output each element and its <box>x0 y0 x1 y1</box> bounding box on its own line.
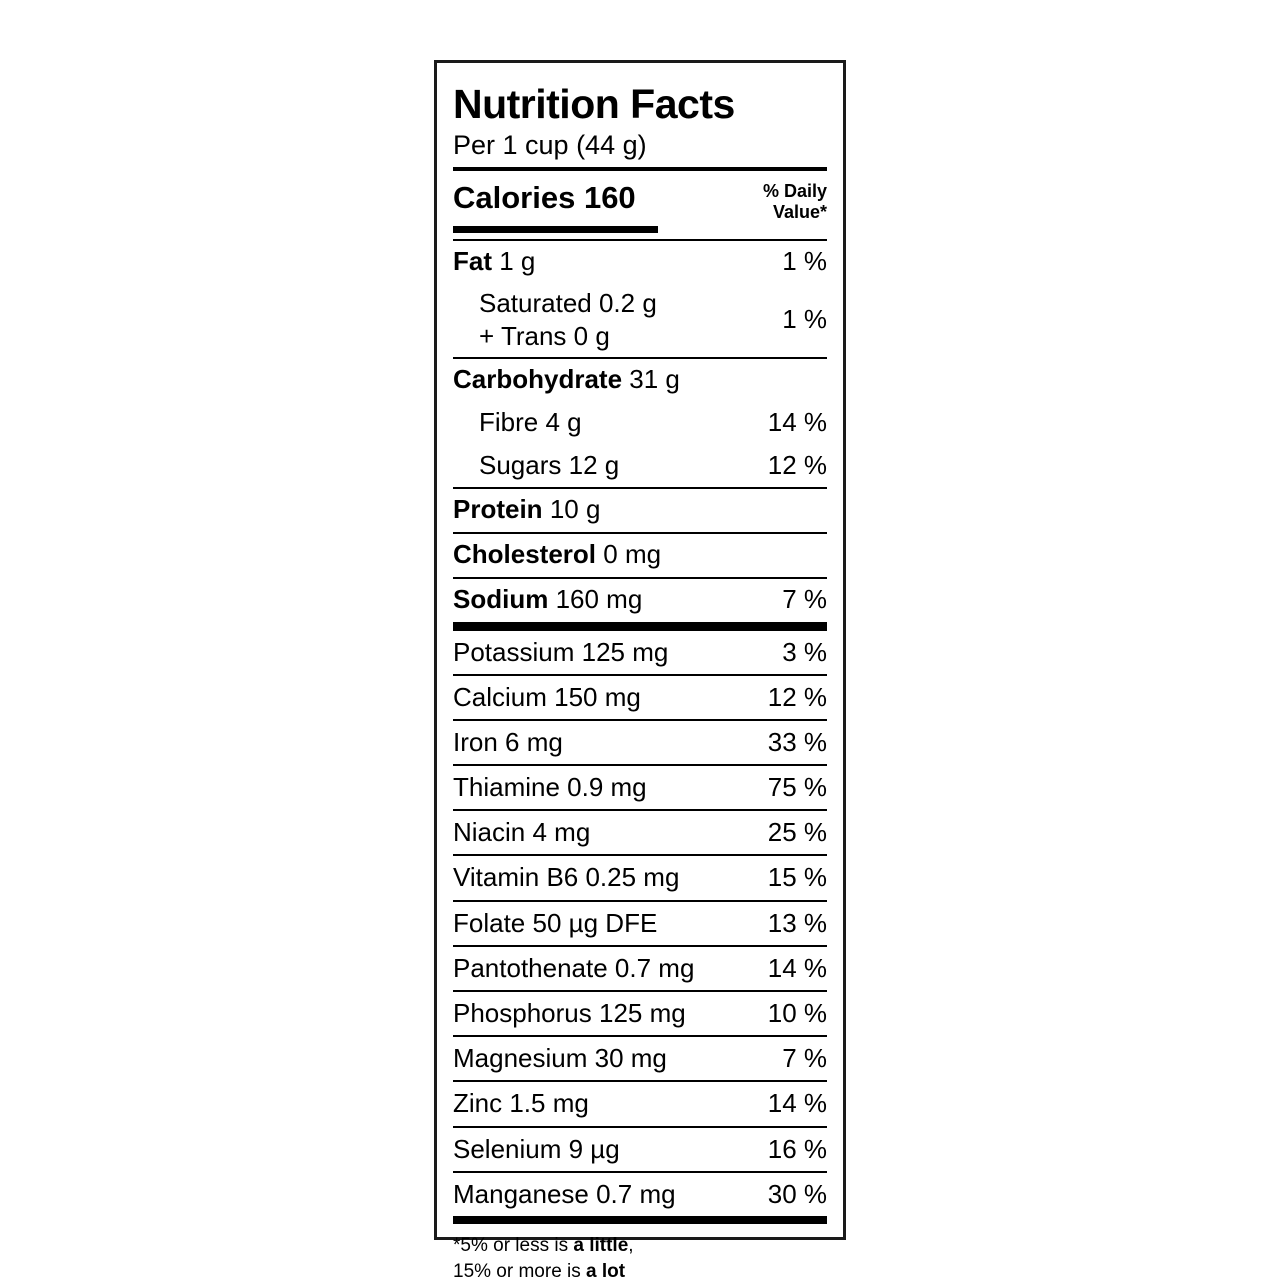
micronutrient-name-zinc: Zinc 1.5 mg <box>453 1088 589 1119</box>
calories-row <box>453 171 827 224</box>
footnote-line1-post: , <box>628 1234 634 1256</box>
footnote <box>453 1224 827 1285</box>
micronutrient-dv-manganese: 30 % <box>767 1178 827 1209</box>
divider-above-footnote <box>453 1216 827 1224</box>
calories-underline <box>453 226 658 233</box>
micronutrient-dv-vitamin-b6: 15 % <box>767 862 827 893</box>
serving-size: Per 1 cup (44 g) <box>453 130 647 161</box>
micronutrient-row-thiamine <box>453 766 827 809</box>
nutrient-name-sugars: Sugars 12 g <box>479 449 620 480</box>
protein-amount: 10 g <box>549 494 601 525</box>
footnote-line2-pre: 15% or more is <box>453 1261 587 1283</box>
micronutrient-row-folate <box>453 902 827 945</box>
micronutrient-name-manganese: Manganese 0.7 mg <box>453 1178 676 1209</box>
footnote-line-1 <box>453 1233 827 1259</box>
micronutrient-dv-phosphorus: 10 % <box>767 998 827 1028</box>
micronutrient-name-magnesium: Magnesium 30 mg <box>453 1043 667 1074</box>
micronutrient-row-potassium <box>453 631 827 674</box>
page-title: Nutrition Facts <box>453 81 735 127</box>
nutrient-name-fat <box>453 246 770 278</box>
daily-value-header <box>763 175 827 222</box>
cholesterol-amount: 0 mg <box>603 539 662 570</box>
micronutrient-dv-zinc: 14 % <box>767 1088 827 1119</box>
micronutrient-name-phosphorus: Phosphorus 125 mg <box>453 998 686 1028</box>
micronutrient-name-thiamine: Thiamine 0.9 mg <box>453 772 647 803</box>
protein-bold-label: Protein <box>453 494 543 525</box>
micronutrient-dv-potassium: 3 % <box>782 636 827 667</box>
micronutrient-row-vitamin-b6 <box>453 856 827 899</box>
nutrient-name-sodium <box>453 584 770 616</box>
micronutrient-dv-selenium: 16 % <box>767 1133 827 1164</box>
cholesterol-bold-label: Cholesterol <box>453 539 597 570</box>
micronutrient-dv-calcium: 12 % <box>767 681 827 712</box>
micronutrient-name-pantothenate: Pantothenate 0.7 mg <box>453 952 695 983</box>
micronutrient-name-vitamin-b6: Vitamin B6 0.25 mg <box>453 862 680 893</box>
footnote-line1-pre: *5% or less is <box>453 1234 574 1256</box>
nutrient-name-fibre: Fibre 4 g <box>479 406 582 437</box>
daily-value-header-line1: % Daily <box>762 181 827 202</box>
footnote-line-2 <box>453 1259 827 1285</box>
nutrient-name-trans: + Trans 0 g <box>479 320 610 351</box>
micronutrient-row-magnesium <box>453 1037 827 1080</box>
sodium-amount: 160 mg <box>555 583 643 614</box>
nutrient-row-cholesterol <box>453 534 827 577</box>
nutrient-row-protein <box>453 489 827 532</box>
nutrient-dv-sugars: 12 % <box>767 449 827 480</box>
nutrient-name-saturated: Saturated 0.2 g <box>479 288 657 319</box>
micronutrient-row-selenium <box>453 1128 827 1171</box>
micronutrient-row-zinc <box>453 1082 827 1125</box>
micronutrient-row-niacin <box>453 811 827 854</box>
micronutrient-row-calcium <box>453 676 827 719</box>
carbohydrate-bold-label: Carbohydrate <box>453 364 623 395</box>
calories-label: Calories 160 <box>453 180 636 216</box>
nutrient-row-sugars <box>453 445 827 488</box>
nutrient-row-fat <box>453 241 827 284</box>
divider-above-micronutrients <box>453 622 827 631</box>
micronutrient-name-selenium: Selenium 9 µg <box>453 1133 620 1164</box>
micronutrient-dv-niacin: 25 % <box>767 817 827 848</box>
nutrient-dv-fat: 1 % <box>782 246 827 277</box>
sodium-bold-label: Sodium <box>453 583 549 614</box>
nutrient-name-cholesterol <box>453 539 815 571</box>
nutrient-name-protein <box>453 494 815 526</box>
micronutrient-row-manganese <box>453 1173 827 1216</box>
nutrient-dv-sodium: 7 % <box>782 583 827 614</box>
footnote-line2-bold: a lot <box>586 1261 626 1283</box>
micronutrient-dv-folate: 13 % <box>767 907 827 938</box>
micronutrient-name-niacin: Niacin 4 mg <box>453 817 591 848</box>
nutrient-dv-saturated: 1 % <box>782 304 827 335</box>
daily-value-header-line2: Value* <box>772 201 827 222</box>
nutrient-row-saturated-trans <box>453 284 827 357</box>
micronutrient-name-folate: Folate 50 µg DFE <box>453 907 658 938</box>
micronutrient-dv-iron: 33 % <box>767 726 827 757</box>
micronutrient-dv-pantothenate: 14 % <box>767 952 827 983</box>
nutrient-row-sodium <box>453 579 827 622</box>
nutrient-row-carbohydrate <box>453 359 827 402</box>
carbohydrate-amount: 31 g <box>629 364 680 395</box>
micronutrient-name-calcium: Calcium 150 mg <box>453 681 641 712</box>
micronutrient-row-pantothenate <box>453 947 827 990</box>
micronutrient-name-iron: Iron 6 mg <box>453 726 563 757</box>
micronutrient-name-potassium: Potassium 125 mg <box>453 636 669 667</box>
fat-amount: 1 g <box>499 246 536 277</box>
micronutrient-dv-magnesium: 7 % <box>782 1043 827 1074</box>
fat-bold-label: Fat <box>453 246 492 277</box>
nutrient-row-fibre <box>453 402 827 445</box>
micronutrient-dv-thiamine: 75 % <box>767 772 827 803</box>
nutrient-name-carbohydrate <box>453 364 815 396</box>
micronutrient-row-phosphorus <box>453 992 827 1035</box>
micronutrient-row-iron <box>453 721 827 764</box>
footnote-line1-bold: a little <box>573 1234 629 1256</box>
nutrient-dv-fibre: 14 % <box>767 406 827 437</box>
nutrition-facts-panel <box>434 60 846 1283</box>
